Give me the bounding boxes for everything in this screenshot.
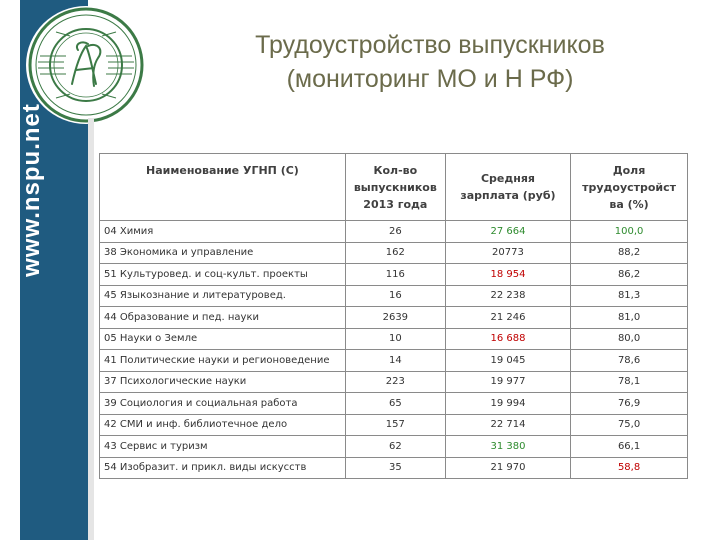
page-title — [200, 28, 660, 96]
row-salary-cell: 19 977 — [445, 371, 570, 393]
row-salary-cell: 31 380 — [445, 436, 570, 458]
row-share-cell: 88,2 — [571, 242, 688, 264]
table-row — [100, 285, 688, 307]
row-name-cell: 44 Образование и пед. науки — [100, 307, 346, 329]
table-row — [100, 371, 688, 393]
row-name-cell: 45 Языкознание и литературовед. — [100, 285, 346, 307]
row-count-cell: 26 — [345, 221, 445, 243]
row-salary-cell: 27 664 — [445, 221, 570, 243]
row-count-cell: 162 — [345, 242, 445, 264]
row-salary-cell: 21 970 — [445, 457, 570, 479]
table-row — [100, 350, 688, 372]
header-name: Наименование УГНП (С) — [100, 154, 346, 221]
row-name-cell: 51 Культуровед. и соц-культ. проекты — [100, 264, 346, 286]
university-logo — [26, 6, 146, 124]
row-share-cell: 81,3 — [571, 285, 688, 307]
row-name-cell: 42 СМИ и инф. библиотечное дело — [100, 414, 346, 436]
row-salary-cell: 16 688 — [445, 328, 570, 350]
row-count-cell: 16 — [345, 285, 445, 307]
row-name-cell: 37 Психологические науки — [100, 371, 346, 393]
row-name-cell: 39 Социология и социальная работа — [100, 393, 346, 415]
table-row — [100, 393, 688, 415]
table-row — [100, 242, 688, 264]
row-salary-cell: 20773 — [445, 242, 570, 264]
row-count-cell: 10 — [345, 328, 445, 350]
row-count-cell: 35 — [345, 457, 445, 479]
row-name-cell: 41 Политические науки и регионоведение — [100, 350, 346, 372]
row-salary-cell: 19 045 — [445, 350, 570, 372]
row-share-cell: 78,1 — [571, 371, 688, 393]
header-share: Доля трудоустройст ва (%) — [571, 154, 688, 221]
row-name-cell: 38 Экономика и управление — [100, 242, 346, 264]
row-count-cell: 14 — [345, 350, 445, 372]
table-row — [100, 414, 688, 436]
row-count-cell: 2639 — [345, 307, 445, 329]
title-line-1: Трудоустройство выпускников — [255, 31, 605, 59]
row-share-cell: 66,1 — [571, 436, 688, 458]
title-line-2: (мониторинг МО и Н РФ) — [286, 65, 574, 93]
row-share-cell: 86,2 — [571, 264, 688, 286]
row-count-cell: 223 — [345, 371, 445, 393]
row-count-cell: 157 — [345, 414, 445, 436]
table-header-row — [100, 154, 688, 221]
row-share-cell: 58,8 — [571, 457, 688, 479]
row-salary-cell: 22 714 — [445, 414, 570, 436]
row-salary-cell: 21 246 — [445, 307, 570, 329]
row-salary-cell: 22 238 — [445, 285, 570, 307]
table-row — [100, 436, 688, 458]
table-row — [100, 221, 688, 243]
divider — [88, 118, 94, 540]
row-count-cell: 62 — [345, 436, 445, 458]
row-share-cell: 80,0 — [571, 328, 688, 350]
row-count-cell: 65 — [345, 393, 445, 415]
row-share-cell: 100,0 — [571, 221, 688, 243]
row-share-cell: 78,6 — [571, 350, 688, 372]
row-name-cell: 05 Науки о Земле — [100, 328, 346, 350]
row-salary-cell: 18 954 — [445, 264, 570, 286]
site-url[interactable]: www.nspu.net — [18, 103, 45, 277]
row-share-cell: 75,0 — [571, 414, 688, 436]
header-count: Кол-во выпускников 2013 года — [345, 154, 445, 221]
row-salary-cell: 19 994 — [445, 393, 570, 415]
header-salary: Средняя зарплата (руб) — [445, 154, 570, 221]
row-name-cell: 54 Изобразит. и прикл. виды искусств — [100, 457, 346, 479]
row-count-cell: 116 — [345, 264, 445, 286]
table-row — [100, 457, 688, 479]
row-name-cell: 43 Сервис и туризм — [100, 436, 346, 458]
employment-table — [99, 153, 688, 479]
table-row — [100, 307, 688, 329]
table-row — [100, 264, 688, 286]
table-row — [100, 328, 688, 350]
university-seal-icon — [26, 6, 146, 124]
row-share-cell: 81,0 — [571, 307, 688, 329]
row-name-cell: 04 Химия — [100, 221, 346, 243]
row-share-cell: 76,9 — [571, 393, 688, 415]
